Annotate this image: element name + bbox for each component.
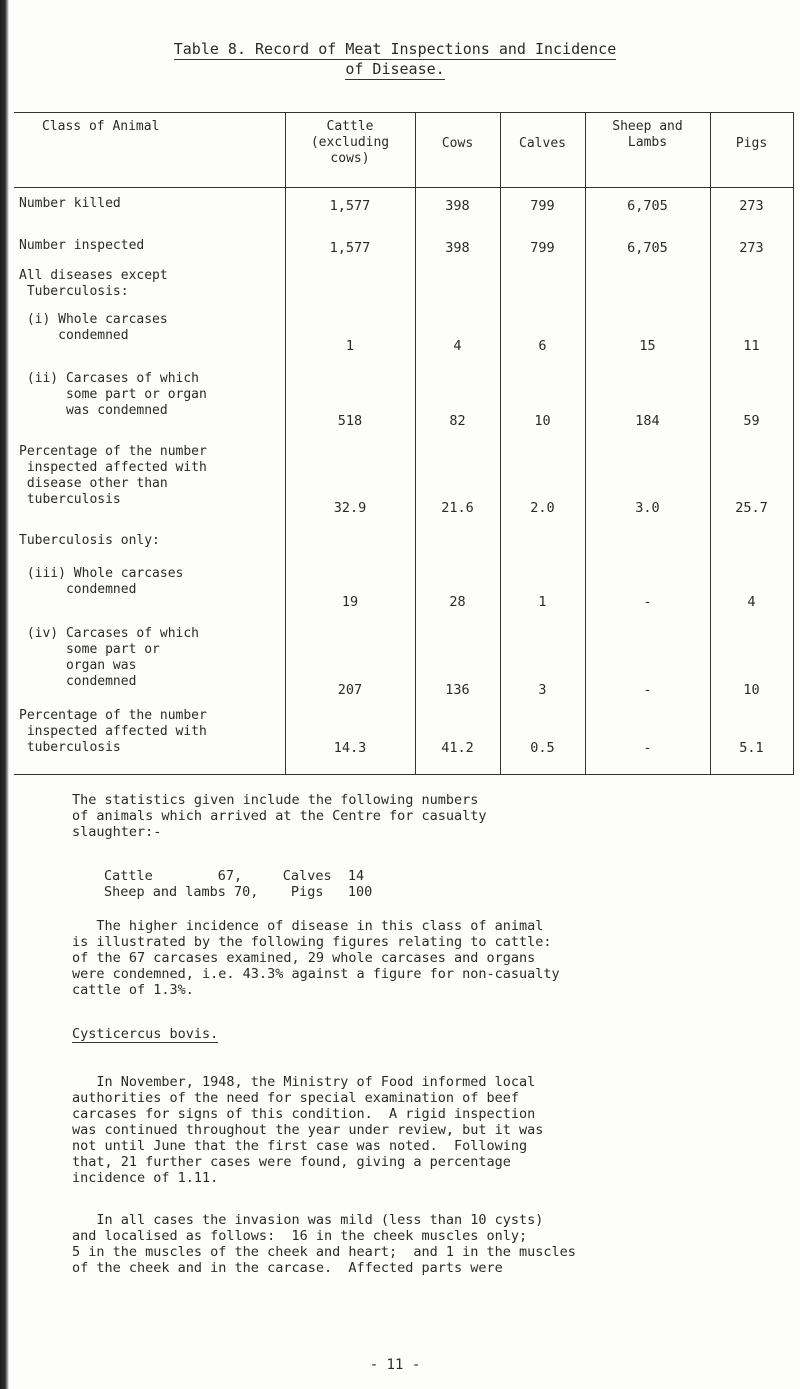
row-label: (iv) Carcases of which some part or organ was condemned: [26, 626, 200, 689]
table-title: Table 8. Record of Meat Inspections and Incidence: [173, 40, 617, 58]
header-sheep-and-lambs: Sheep and Lambs: [612, 119, 683, 150]
table-cell: 15: [639, 338, 656, 354]
table-bottom-rule: [14, 774, 793, 775]
table-cell: -: [643, 594, 652, 610]
table-cell: 59: [743, 413, 760, 429]
table-cell: 273: [739, 198, 764, 214]
table-cell: 1: [538, 594, 547, 610]
cysticercus-paragraph: In November, 1948, the Ministry of Food informed local authorities of the need for special examination of beef carcases for signs of this condition. A rigid inspection was continued throughout the year under review, but it was not until June that the first case was noted. Following that, 21 further cases were found, giving a percentage incidence of 1.11.: [72, 1074, 544, 1186]
incidence-paragraph: The higher incidence of disease in this class of animal is illustrated by the following figures relating to cattle: of the 67 carcases examined, 29 whole carcases and organs were condemned, i.e. 43.3% against a figure for non-casualty cattle of 1.3%.: [72, 918, 560, 998]
table-cell: 82: [449, 413, 466, 429]
table-cell: 3: [538, 682, 547, 698]
table-cell: 1,577: [329, 198, 371, 214]
row-label: Percentage of the number inspected affected with tuberculosis: [19, 708, 207, 755]
table-cell: 10: [534, 413, 551, 429]
row-label: Tuberculosis only:: [19, 533, 160, 548]
table-cell: 273: [739, 240, 764, 256]
table-cell: 4: [747, 594, 756, 610]
table-cell: 6: [538, 338, 547, 354]
table-cell: 2.0: [530, 500, 555, 516]
table-cell: 6,705: [627, 240, 668, 256]
table-cell: 1: [345, 338, 355, 354]
table-cell: 136: [445, 682, 470, 698]
header-pigs: Pigs: [735, 136, 768, 151]
table-title-continued: of Disease.: [345, 60, 445, 78]
cysticercus-heading: Cysticercus bovis.: [72, 1026, 219, 1042]
table-cell: 184: [635, 413, 660, 429]
row-label: Number inspected: [19, 238, 145, 253]
row-label: (iii) Whole carcases condemned: [26, 566, 184, 597]
table-cell: 32.9: [333, 500, 367, 516]
header-cattle: Cattle (excluding cows): [310, 119, 390, 166]
table-cell: -: [643, 682, 652, 698]
row-label: Percentage of the number inspected affected with disease other than tuberculosis: [19, 444, 207, 507]
table-cell: 518: [337, 413, 363, 429]
row-label: Number killed: [19, 196, 121, 211]
table-cell: 10: [743, 682, 760, 698]
table-cell: 11: [743, 338, 760, 354]
table-cell: 799: [530, 240, 555, 256]
table-cell: 4: [453, 338, 462, 354]
table-cell: 41.2: [441, 740, 474, 756]
casualty-counts-line: Cattle 67, Calves 14: [104, 868, 365, 884]
table-cell: 398: [445, 240, 470, 256]
table-cell: 19: [341, 594, 359, 610]
table-cell: 799: [530, 198, 555, 214]
table-top-rule: [14, 112, 793, 113]
table-cell: 3.0: [635, 500, 660, 516]
row-label: All diseases except Tuberculosis:: [19, 268, 168, 299]
table-cell: 207: [337, 682, 363, 698]
table-cell: 28: [449, 594, 466, 610]
casualty-counts-line: Sheep and lambs 70, Pigs 100: [104, 884, 373, 900]
table-cell: 14.3: [333, 740, 367, 756]
header-class-of-animal: Class of Animal: [42, 119, 160, 134]
table-right-border: [793, 112, 794, 775]
table-cell: -: [643, 740, 652, 756]
header-calves: Calves: [519, 136, 566, 151]
table-cell: 398: [445, 198, 470, 214]
invasion-paragraph: In all cases the invasion was mild (less than 10 cysts) and localised as follows: 16 in the cheek muscles only; 5 in the muscles of the cheek and heart; and 1 in the muscles of the cheek and in the carcase. Affected parts were: [72, 1212, 576, 1276]
row-label: (i) Whole carcases condemned: [26, 312, 168, 343]
header-cows: Cows: [441, 136, 474, 151]
table-header-rule: [14, 187, 793, 188]
table-cell: 5.1: [739, 740, 764, 756]
row-label: (ii) Carcases of which some part or organ was condemned: [26, 371, 207, 418]
table-cell: 1,577: [329, 240, 371, 256]
table-cell: 25.7: [735, 500, 768, 516]
page-number: - 11 -: [369, 1357, 421, 1373]
table-cell: 21.6: [441, 500, 474, 516]
table-cell: 6,705: [627, 198, 668, 214]
statistics-paragraph: The statistics given include the following numbers of animals which arrived at the Centre for casualty slaughter:-: [72, 792, 487, 840]
table-cell: 0.5: [530, 740, 555, 756]
